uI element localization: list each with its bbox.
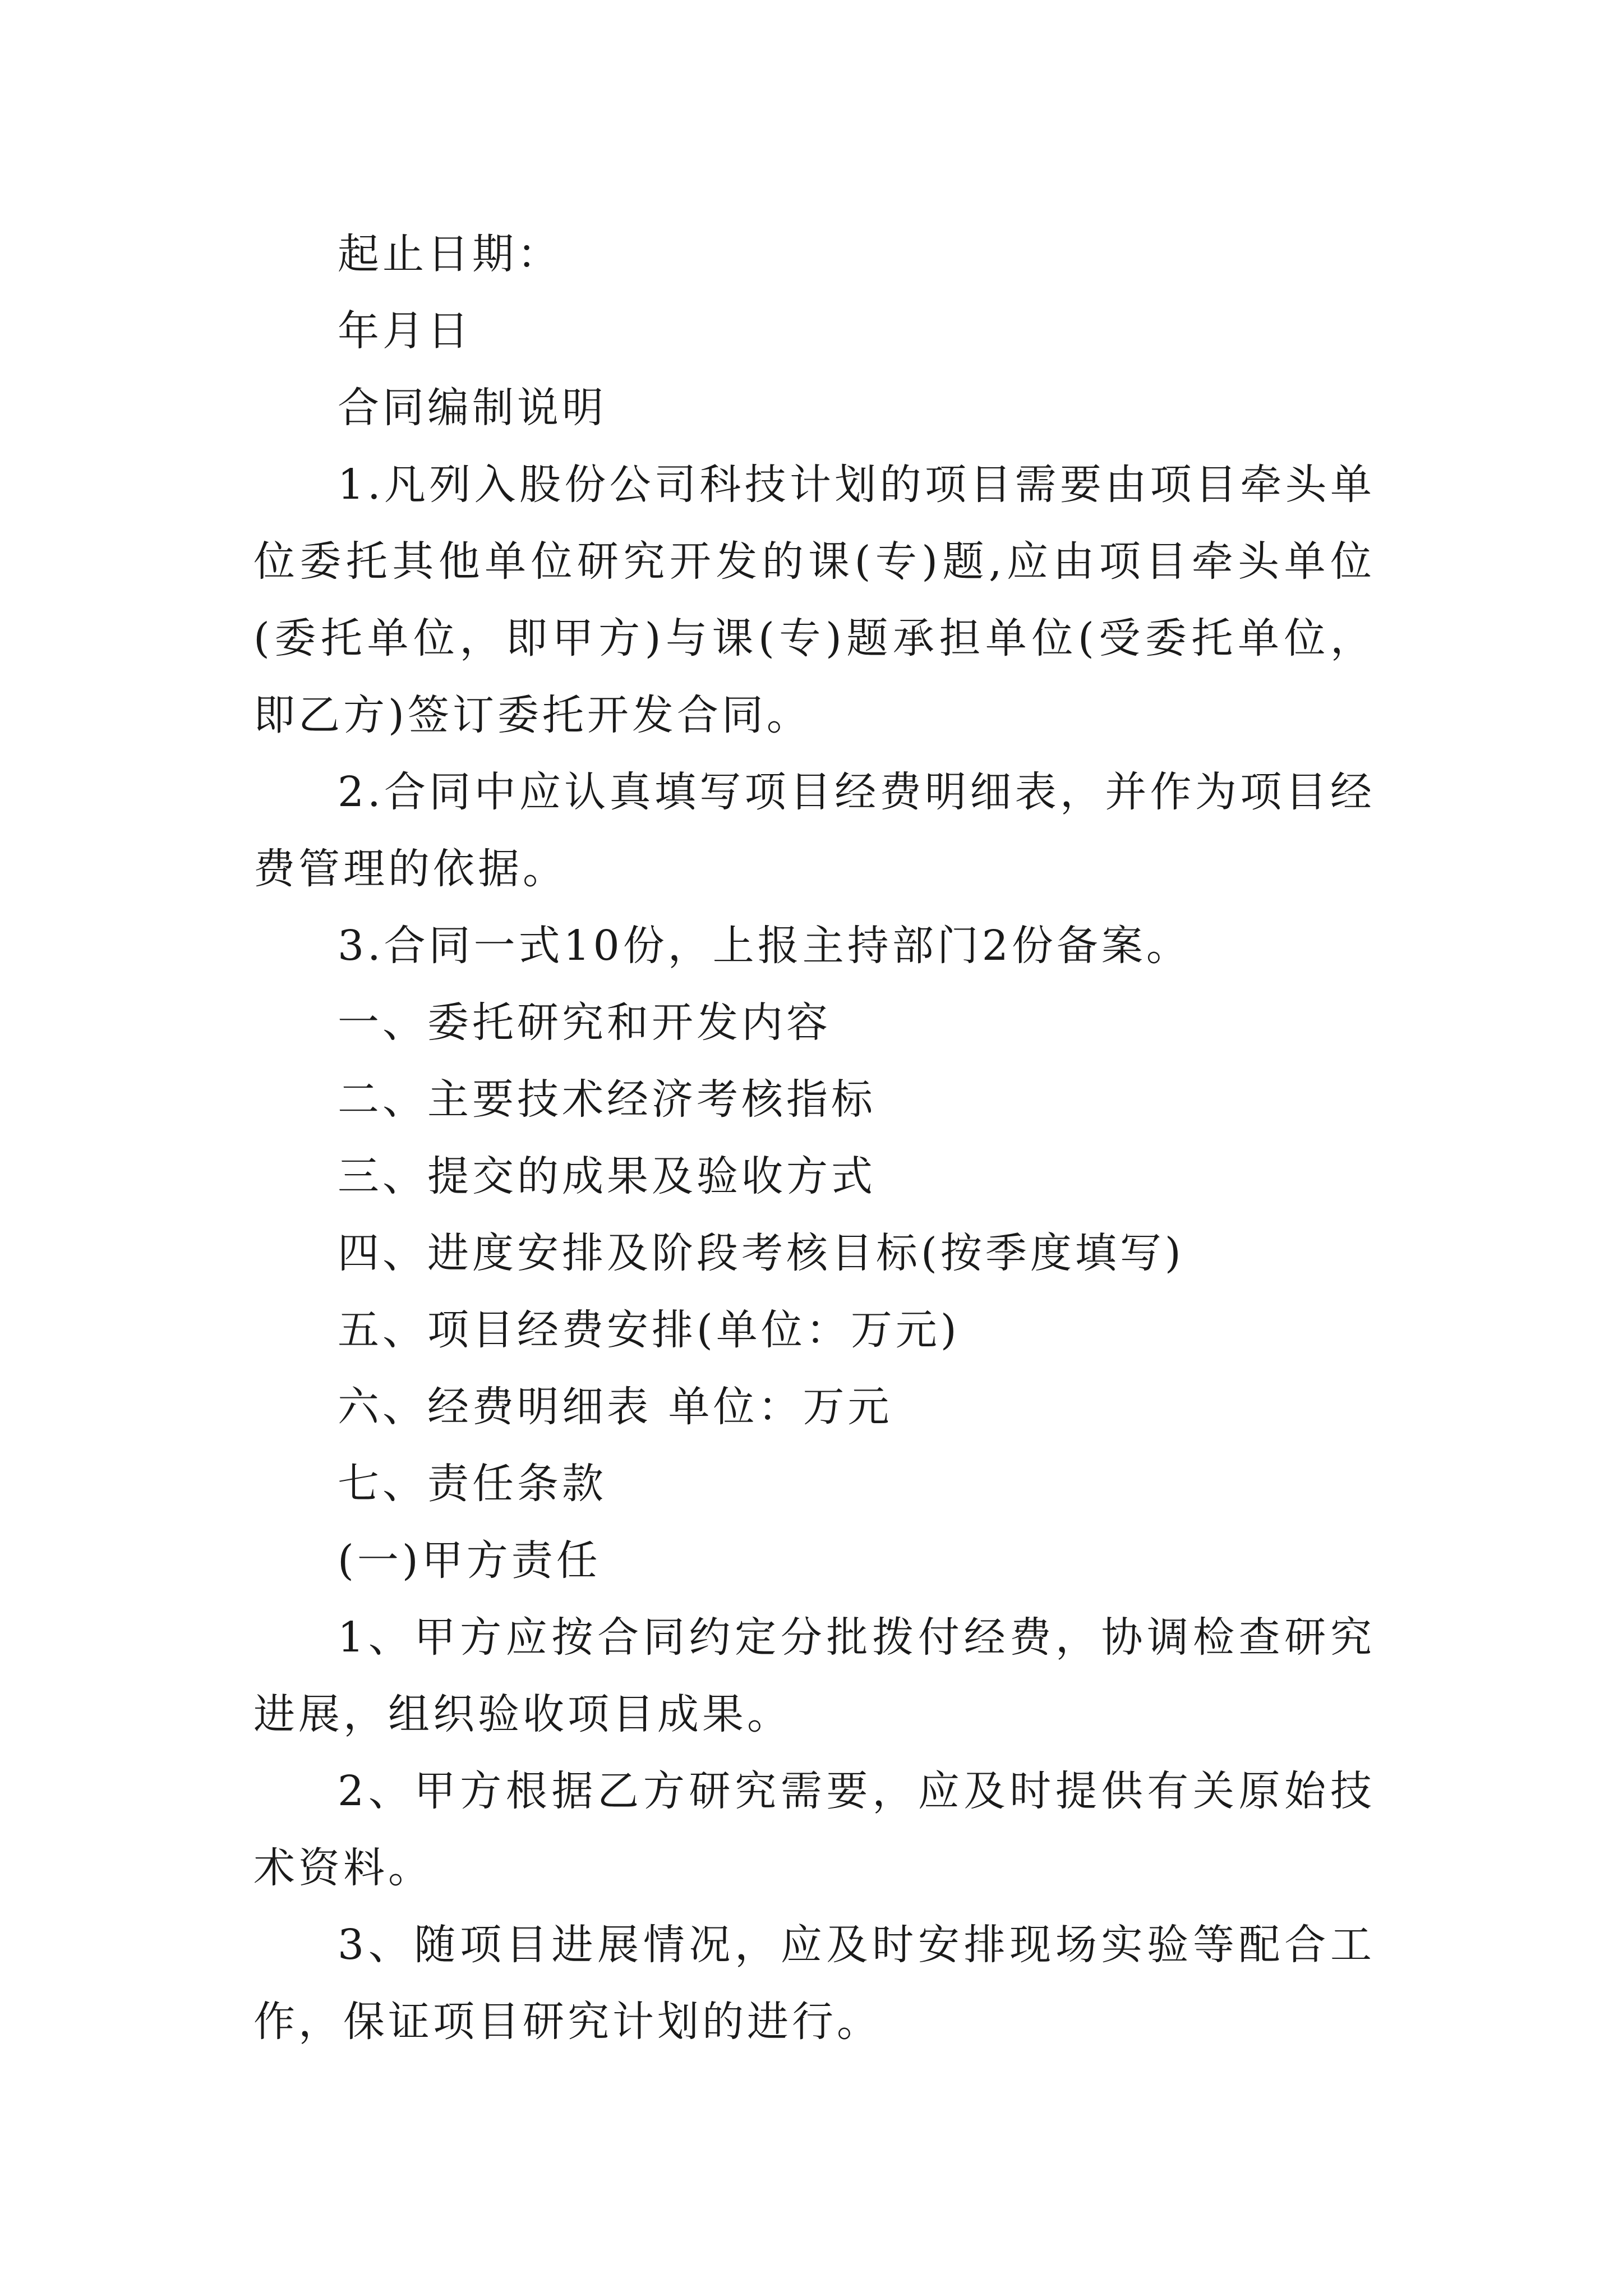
- subsection-heading-party-a: (一)甲方责任: [338, 1536, 601, 1585]
- section-heading-6: 六、经费明细表 单位：万元: [338, 1383, 893, 1431]
- party-a-duty-2: 2、甲方根据乙方研究需要，应及时提供有关原始技术资料。: [253, 1767, 1375, 1892]
- section-heading-7: 七、责任条款: [338, 1460, 607, 1508]
- section-heading-4: 四、进度安排及阶段考核目标(按季度填写): [338, 1229, 1184, 1277]
- instruction-item-2: 2.合同中应认真填写项目经费明细表，并作为项目经费管理的依据。: [253, 768, 1375, 893]
- instruction-item-1: 1.凡列入股份公司科技计划的项目需要由项目牵头单位委托其他单位研究开发的课(专)题,应由项目牵头单位(委托单位，即甲方)与课(专)题承担单位(受委托单位，即乙方)签订委托开发合同。: [253, 461, 1375, 739]
- section-heading-1: 一、委托研究和开发内容: [338, 999, 831, 1047]
- section-heading-3: 三、提交的成果及验收方式: [338, 1152, 876, 1200]
- date-placeholder: 年月日: [338, 307, 472, 355]
- section-heading-instructions: 合同编制说明: [338, 384, 607, 432]
- section-heading-2: 二、主要技术经济考核指标: [338, 1075, 876, 1124]
- document-body: [253, 216, 1375, 2060]
- party-a-duty-3: 3、随项目进展情况，应及时安排现场实验等配合工作，保证项目研究计划的进行。: [253, 1921, 1375, 2046]
- date-range-label: 起止日期：: [338, 230, 562, 278]
- instruction-item-3: 3.合同一式10份，上报主持部门2份备案。: [338, 922, 1191, 970]
- section-heading-5: 五、项目经费安排(单位：万元): [338, 1306, 960, 1354]
- party-a-duty-1: 1、甲方应按合同约定分批拨付经费，协调检查研究进展，组织验收项目成果。: [253, 1613, 1375, 1738]
